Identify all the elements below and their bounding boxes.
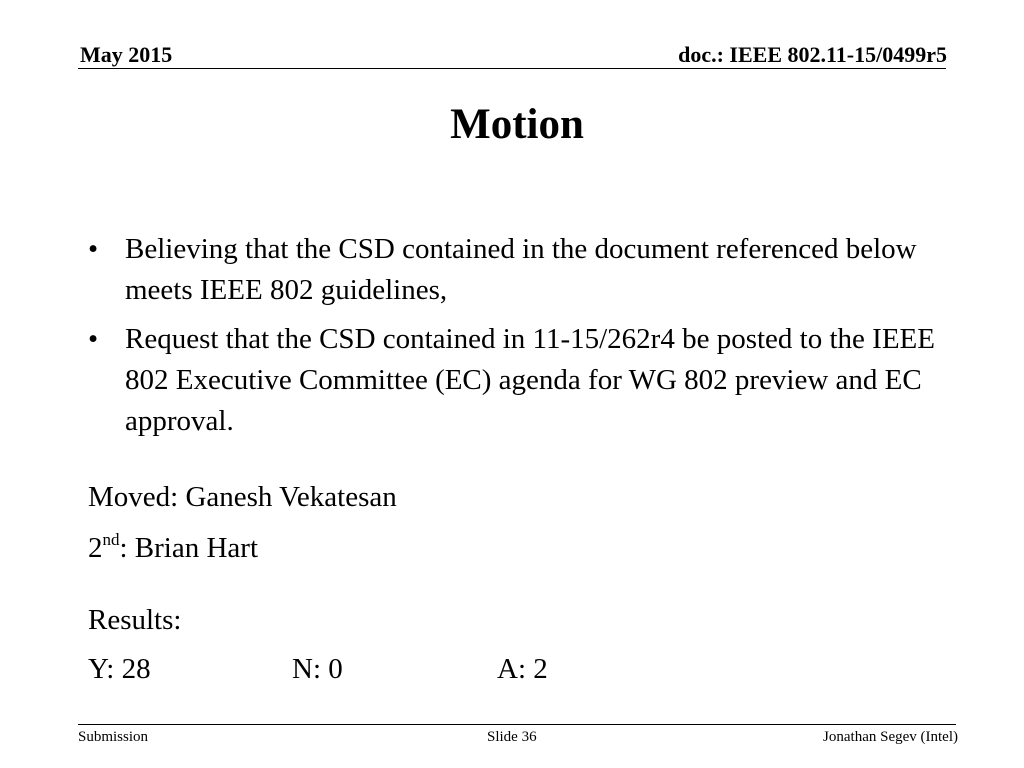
footer-slide-number: Slide 36 [487,729,537,745]
vote-no: N: 0 [292,653,343,685]
header-date: May 2015 [80,42,173,67]
seconded-name: : Brian Hart [119,532,259,564]
footer-author: Jonathan Segev (Intel) [823,729,958,745]
vote-abstain: A: 2 [497,653,548,685]
header-divider [78,68,946,69]
bullet-item [88,229,948,311]
bullet-list [88,229,948,450]
footer-divider [78,724,956,725]
seconded-ordinal-suffix: nd [102,530,120,549]
bullet-dot-icon: • [88,233,99,265]
seconded-ordinal: 2 [88,532,103,564]
seconded-by [88,530,258,566]
moved-by: Moved: Ganesh Vekatesan [88,481,397,513]
vote-yes: Y: 28 [88,653,151,685]
footer-submission: Submission [78,729,149,745]
slide-title: Motion [450,101,584,148]
bullet-dot-icon: • [88,323,99,355]
results-label: Results: [88,604,182,636]
bullet-item [88,319,948,442]
header-doc-id: doc.: IEEE 802.11-15/0499r5 [678,42,947,67]
bullet-text: Request that the CSD contained in 11-15/262r4 be posted to the IEEE 802 Executive Committee (EC) agenda for WG 802 preview and EC approval. [125,323,935,437]
bullet-text: Believing that the CSD contained in the document referenced below meets IEEE 802 guidelines, [125,233,917,306]
